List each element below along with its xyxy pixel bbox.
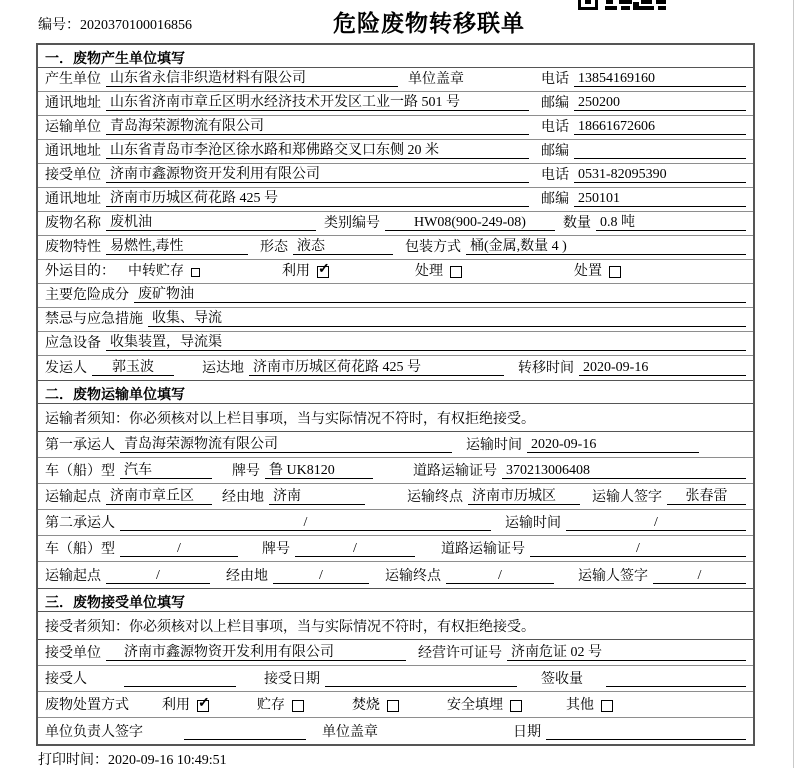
row-disposal xyxy=(38,692,753,718)
checkbox-unchecked xyxy=(601,700,613,712)
row-receiver-address xyxy=(38,188,753,212)
terminus-label: 运输终点 xyxy=(407,490,463,505)
row-producer xyxy=(38,68,753,92)
form-field: 液态 xyxy=(293,239,393,255)
purpose-option-label: 中转贮存 xyxy=(128,264,184,279)
row-equipment xyxy=(38,332,753,356)
date-label: 日期 xyxy=(513,725,541,740)
print-time-value: 2020-09-16 10:49:51 xyxy=(108,753,227,768)
row-manager-sign xyxy=(38,718,753,744)
page-right-edge xyxy=(793,0,794,768)
hazard-field: 废矿物油 xyxy=(134,287,746,303)
producer-address-field: 山东省济南市章丘区明水经济技术开发区工业一路 501 号 xyxy=(106,95,529,111)
waste-name-field: 废机油 xyxy=(106,215,316,231)
row-waste-name xyxy=(38,212,753,236)
carrier2-time-field: / xyxy=(566,515,746,531)
waste-character-field: 易燃性,毒性 xyxy=(106,239,248,255)
vehicle2-road-field: / xyxy=(530,541,746,557)
disposal-option-label: 利用 xyxy=(162,698,190,713)
receive-person-label: 接受人 xyxy=(45,672,87,687)
transport-time-label: 运输时间 xyxy=(466,438,522,453)
zip-label: 邮编 xyxy=(541,192,569,207)
phone-label: 电话 xyxy=(541,168,569,183)
row-purpose xyxy=(38,260,753,284)
checkbox-checked xyxy=(197,696,210,712)
page-title: 危险废物转移联单 xyxy=(333,11,525,36)
unit-seal-label: 单位盖章 xyxy=(322,725,378,740)
producer-phone-field: 13854169160 xyxy=(574,71,746,87)
purpose-option-dispose xyxy=(574,264,621,279)
row-receive-person xyxy=(38,666,753,692)
receiver-label: 接受单位 xyxy=(45,168,101,183)
address-label: 通讯地址 xyxy=(45,192,101,207)
terminus-label: 运输终点 xyxy=(385,569,441,584)
receiver-address-field: 济南市历城区荷花路 425 号 xyxy=(106,191,529,207)
purpose-option-label: 处置 xyxy=(574,264,602,279)
row-carrier1 xyxy=(38,432,753,458)
disposal-option-label: 焚烧 xyxy=(352,698,380,713)
receive-unit-field: 济南市鑫源物资开发利用有限公司 xyxy=(106,645,406,661)
phone-label: 电话 xyxy=(541,72,569,87)
consignor-field: 郭玉波 xyxy=(92,360,174,376)
date-field xyxy=(546,725,746,740)
section-producer xyxy=(38,45,753,380)
disposal-option-storage xyxy=(257,698,304,713)
destination-label: 运达地 xyxy=(202,361,244,376)
carrier2-label: 第二承运人 xyxy=(45,516,115,531)
row-taboo xyxy=(38,308,753,332)
taboo-label: 禁忌与应急措施 xyxy=(45,312,143,327)
checkbox-unchecked xyxy=(450,266,462,278)
quantity-field-extension xyxy=(706,216,746,231)
vehicle1-road-field: 370213006408 xyxy=(502,463,746,479)
equipment-label: 应急设备 xyxy=(45,336,101,351)
print-time xyxy=(38,749,227,769)
carrier1-field: 青岛海荣源物流有限公司 xyxy=(120,437,452,453)
row-vehicle2 xyxy=(38,536,753,562)
phone-label: 电话 xyxy=(541,120,569,135)
equipment-field: 收集装置，导流渠 xyxy=(106,335,746,351)
row-producer-address xyxy=(38,92,753,116)
license-label: 经营许可证号 xyxy=(418,646,502,661)
disposal-option-incinerate xyxy=(352,698,399,713)
route2-via-field: / xyxy=(273,568,369,584)
purpose-label: 外运目的： xyxy=(45,264,115,279)
vehicle1-type-field: 汽车 xyxy=(120,463,212,479)
transporter-address-field: 山东省青岛市李沧区徐水路和郑佛路交叉口东侧 20 米 xyxy=(106,143,529,159)
row-transport-notice xyxy=(38,404,753,432)
route2-origin-field: / xyxy=(106,568,210,584)
waste-code-field: HW08(900-249-08) xyxy=(385,215,555,231)
address-label: 通讯地址 xyxy=(45,144,101,159)
transporter-sign-label: 运输人签字 xyxy=(592,490,662,505)
row-carrier2 xyxy=(38,510,753,536)
waste-name-label: 废物名称 xyxy=(45,216,101,231)
producer-field: 山东省永信非织造材料有限公司 xyxy=(106,71,398,87)
route2-terminus-field: / xyxy=(446,568,554,584)
purpose-option-treat xyxy=(415,264,462,279)
waste-character-label: 废物特性 xyxy=(45,240,101,255)
document-number-label: 编号： xyxy=(38,18,80,33)
row-route2 xyxy=(38,562,753,588)
row-receiver-notice xyxy=(38,612,753,640)
section-transport-title: 二．废物运输单位填写 xyxy=(38,381,753,404)
packing-field: 桶(金属,数量 4 ) xyxy=(466,239,746,255)
receiver-field: 济南市鑫源物资开发利用有限公司 xyxy=(106,167,529,183)
manager-sign-field xyxy=(184,725,306,740)
receive-date-label: 接受日期 xyxy=(264,672,320,687)
form-label: 形态 xyxy=(260,240,288,255)
transporter-phone-field: 18661672606 xyxy=(574,119,746,135)
destination-field: 济南市历城区荷花路 425 号 xyxy=(249,360,504,376)
license-field: 济南危证 02 号 xyxy=(507,645,746,661)
purpose-option-utilize xyxy=(282,264,329,279)
checkbox-unchecked xyxy=(387,700,399,712)
producer-label: 产生单位 xyxy=(45,72,101,87)
receive-unit-label: 接受单位 xyxy=(45,646,101,661)
quantity-field: 0.8 吨 xyxy=(596,215,706,231)
plate-label: 牌号 xyxy=(262,542,290,557)
section-producer-title: 一．废物产生单位填写 xyxy=(38,45,753,68)
packing-label: 包装方式 xyxy=(405,240,461,255)
origin-label: 运输起点 xyxy=(45,569,101,584)
waste-code-label: 类别编号 xyxy=(324,216,380,231)
carrier1-label: 第一承运人 xyxy=(45,438,115,453)
disposal-option-label: 安全填埋 xyxy=(447,698,503,713)
receiver-notice-text: 接受者须知：你必须核对以上栏目事项，当与实际情况不符时，有权拒绝接受。 xyxy=(45,620,535,635)
road-permit-label: 道路运输证号 xyxy=(441,542,525,557)
print-time-label: 打印时间： xyxy=(38,753,108,768)
row-route1 xyxy=(38,484,753,510)
disposal-option-label: 其他 xyxy=(566,698,594,713)
manager-sign-label: 单位负责人签字 xyxy=(45,725,143,740)
row-receiver xyxy=(38,164,753,188)
via-label: 经由地 xyxy=(222,490,264,505)
producer-zip-field: 250200 xyxy=(574,95,746,111)
route1-sign-field: 张春雷 xyxy=(667,489,746,505)
receive-person-field xyxy=(124,672,236,687)
transfer-form-table xyxy=(36,43,755,746)
row-waste-character xyxy=(38,236,753,260)
vehicle2-type-field: / xyxy=(120,541,238,557)
vehicle2-plate-field: / xyxy=(295,541,415,557)
hazard-label: 主要危险成分 xyxy=(45,288,129,303)
section-receiver-title: 三．废物接受单位填写 xyxy=(38,589,753,612)
transfer-time-label: 转移时间 xyxy=(518,361,574,376)
vehicle-type-label: 车（船）型 xyxy=(45,542,115,557)
check-mark-icon: ✓ xyxy=(318,262,330,277)
origin-label: 运输起点 xyxy=(45,490,101,505)
vehicle-type-label: 车（船）型 xyxy=(45,464,115,479)
document-number-value: 2020370100016856 xyxy=(80,18,192,33)
qr-code-fragment-icon xyxy=(578,0,666,10)
receive-date-field xyxy=(325,672,517,687)
row-consignor xyxy=(38,356,753,380)
carrier1-time-field: 2020-09-16 xyxy=(527,437,699,453)
road-permit-label: 道路运输证号 xyxy=(413,464,497,479)
carrier2-field: / xyxy=(120,515,491,531)
disposal-option-other xyxy=(566,698,613,713)
taboo-field: 收集、导流 xyxy=(148,311,746,327)
route1-origin-field: 济南市章丘区 xyxy=(106,489,212,505)
row-vehicle1 xyxy=(38,458,753,484)
check-mark-icon: ✓ xyxy=(198,696,210,711)
signed-amount-field xyxy=(606,672,746,687)
transfer-time-field: 2020-09-16 xyxy=(579,360,746,376)
row-transporter-address xyxy=(38,140,753,164)
checkbox-unchecked xyxy=(609,266,621,278)
row-hazard xyxy=(38,284,753,308)
zip-label: 邮编 xyxy=(541,96,569,111)
signed-amount-label: 签收量 xyxy=(541,672,583,687)
transporter-sign-label: 运输人签字 xyxy=(578,569,648,584)
vehicle1-plate-field: 鲁 UK8120 xyxy=(265,463,373,479)
receiver-zip-field: 250101 xyxy=(574,191,746,207)
transporter-label: 运输单位 xyxy=(45,120,101,135)
transport-time-label: 运输时间 xyxy=(505,516,561,531)
checkbox-unchecked xyxy=(191,268,200,277)
transporter-field: 青岛海荣源物流有限公司 xyxy=(106,119,529,135)
section-transport xyxy=(38,380,753,588)
zip-label: 邮编 xyxy=(541,144,569,159)
quantity-label: 数量 xyxy=(563,216,591,231)
via-label: 经由地 xyxy=(226,569,268,584)
disposal-option-landfill xyxy=(447,698,522,713)
checkbox-unchecked xyxy=(292,700,304,712)
purpose-option-label: 处理 xyxy=(415,264,443,279)
row-transporter xyxy=(38,116,753,140)
route1-via-field: 济南 xyxy=(269,489,365,505)
address-label: 通讯地址 xyxy=(45,96,101,111)
checkbox-unchecked xyxy=(510,700,522,712)
route2-sign-field: / xyxy=(653,568,746,584)
section-receiver xyxy=(38,588,753,744)
document-number xyxy=(38,14,192,34)
route1-terminus-field: 济南市历城区 xyxy=(468,489,580,505)
disposal-option-label: 贮存 xyxy=(257,698,285,713)
receiver-phone-field: 0531-82095390 xyxy=(574,167,746,183)
plate-label: 牌号 xyxy=(232,464,260,479)
disposal-label: 废物处置方式 xyxy=(45,698,129,713)
purpose-option-storage xyxy=(128,264,200,279)
row-receive-unit xyxy=(38,640,753,666)
checkbox-checked xyxy=(317,262,330,278)
consignor-label: 发运人 xyxy=(45,361,87,376)
transport-notice-text: 运输者须知：你必须核对以上栏目事项，当与实际情况不符时，有权拒绝接受。 xyxy=(45,412,535,427)
purpose-option-label: 利用 xyxy=(282,264,310,279)
disposal-option-utilize xyxy=(162,698,209,713)
unit-seal-label: 单位盖章 xyxy=(408,72,464,87)
transporter-zip-field xyxy=(574,144,746,159)
